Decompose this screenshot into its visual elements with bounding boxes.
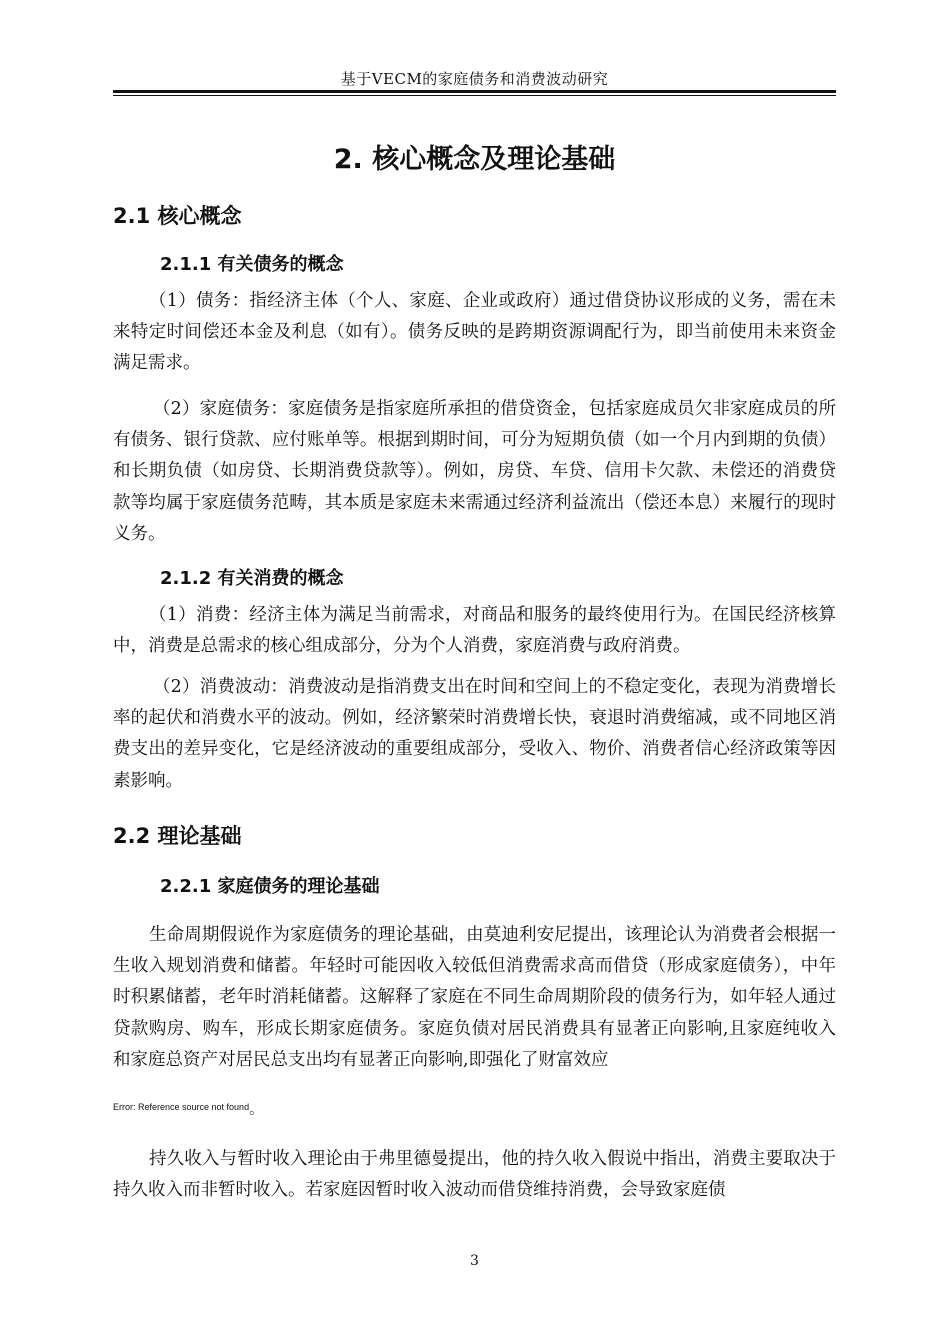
running-header: 基于VECM的家庭债务和消费波动研究 — [340, 70, 609, 88]
header-rule-thin — [113, 95, 836, 96]
paragraph-consumption-definition: （1）消费：经济主体为满足当前需求，对商品和服务的最终使用行为。在国民经济核算中，消费是总需求的核心组成部分，分为个人消费，家庭消费与政府消费。 — [113, 605, 836, 657]
page-number: 3 — [470, 1253, 479, 1269]
reference-error-line — [113, 1098, 836, 1118]
paragraph-permanent-income: 持久收入与暂时收入理论由于弗里德曼提出，他的持久收入假说中指出，消费主要取决于持久收入而非暂时收入。若家庭因暂时收入波动而借贷维持消费，会导致家庭债 — [113, 1149, 836, 1201]
reference-error-text: Error: Reference source not found — [113, 1102, 250, 1112]
chapter-title: 2. 核心概念及理论基础 — [333, 144, 616, 175]
section-title-2-2: 2.2 理论基础 — [113, 824, 242, 848]
subsection-title-2-2-1: 2.2.1 家庭债务的理论基础 — [160, 876, 380, 897]
reference-end-punct: 。 — [249, 1102, 264, 1118]
header-rule-thick — [113, 90, 836, 93]
paragraph-debt-definition: （1）债务：指经济主体（个人、家庭、企业或政府）通过借贷协议形成的义务，需在未来特定时间偿还本金及利息（如有）。债务反映的是跨期资源调配行为，即当前使用未来资金满足需求。 — [113, 291, 836, 374]
paragraph-household-debt: （2）家庭债务：家庭债务是指家庭所承担的借贷资金，包括家庭成员欠非家庭成员的所有债务、银行贷款、应付账单等。根据到期时间，可分为短期负债（如一个月内到期的负债）和长期负债（如房贷、长期消费贷款等）。例如，房贷、车贷、信用卡欠款、未偿还的消费贷款等均属于家庭债务范畴，其本质是家庭未来需通过经济利益流出（偿还本息）来履行的现时义务。 — [113, 399, 836, 544]
paragraph-life-cycle-hypothesis: 生命周期假说作为家庭债务的理论基础，由莫迪利安尼提出，该理论认为消费者会根据一生收入规划消费和储蓄。年轻时可能因收入较低但消费需求高而借贷（形成家庭债务），中年时积累储蓄，老年时消耗储蓄。这解释了家庭在不同生命周期阶段的债务行为，如年轻人通过贷款购房、购车，形成长期家庭债务。家庭负债对居民消费具有显著正向影响,且家庭纯收入和家庭总资产对居民总支出均有显著正向影响,即强化了财富效应 — [113, 925, 836, 1070]
subsection-title-2-1-1: 2.1.1 有关债务的概念 — [160, 254, 344, 275]
paragraph-consumption-fluctuation: （2）消费波动：消费波动是指消费支出在时间和空间上的不稳定变化，表现为消费增长率的起伏和消费水平的波动。例如，经济繁荣时消费增长快，衰退时消费缩减，或不同地区消费支出的差异变化，它是经济波动的重要组成部分，受收入、物价、消费者信心经济政策等因素影响。 — [113, 677, 836, 791]
subsection-title-2-1-2: 2.1.2 有关消费的概念 — [160, 568, 344, 589]
section-title-2-1: 2.1 核心概念 — [113, 204, 242, 228]
